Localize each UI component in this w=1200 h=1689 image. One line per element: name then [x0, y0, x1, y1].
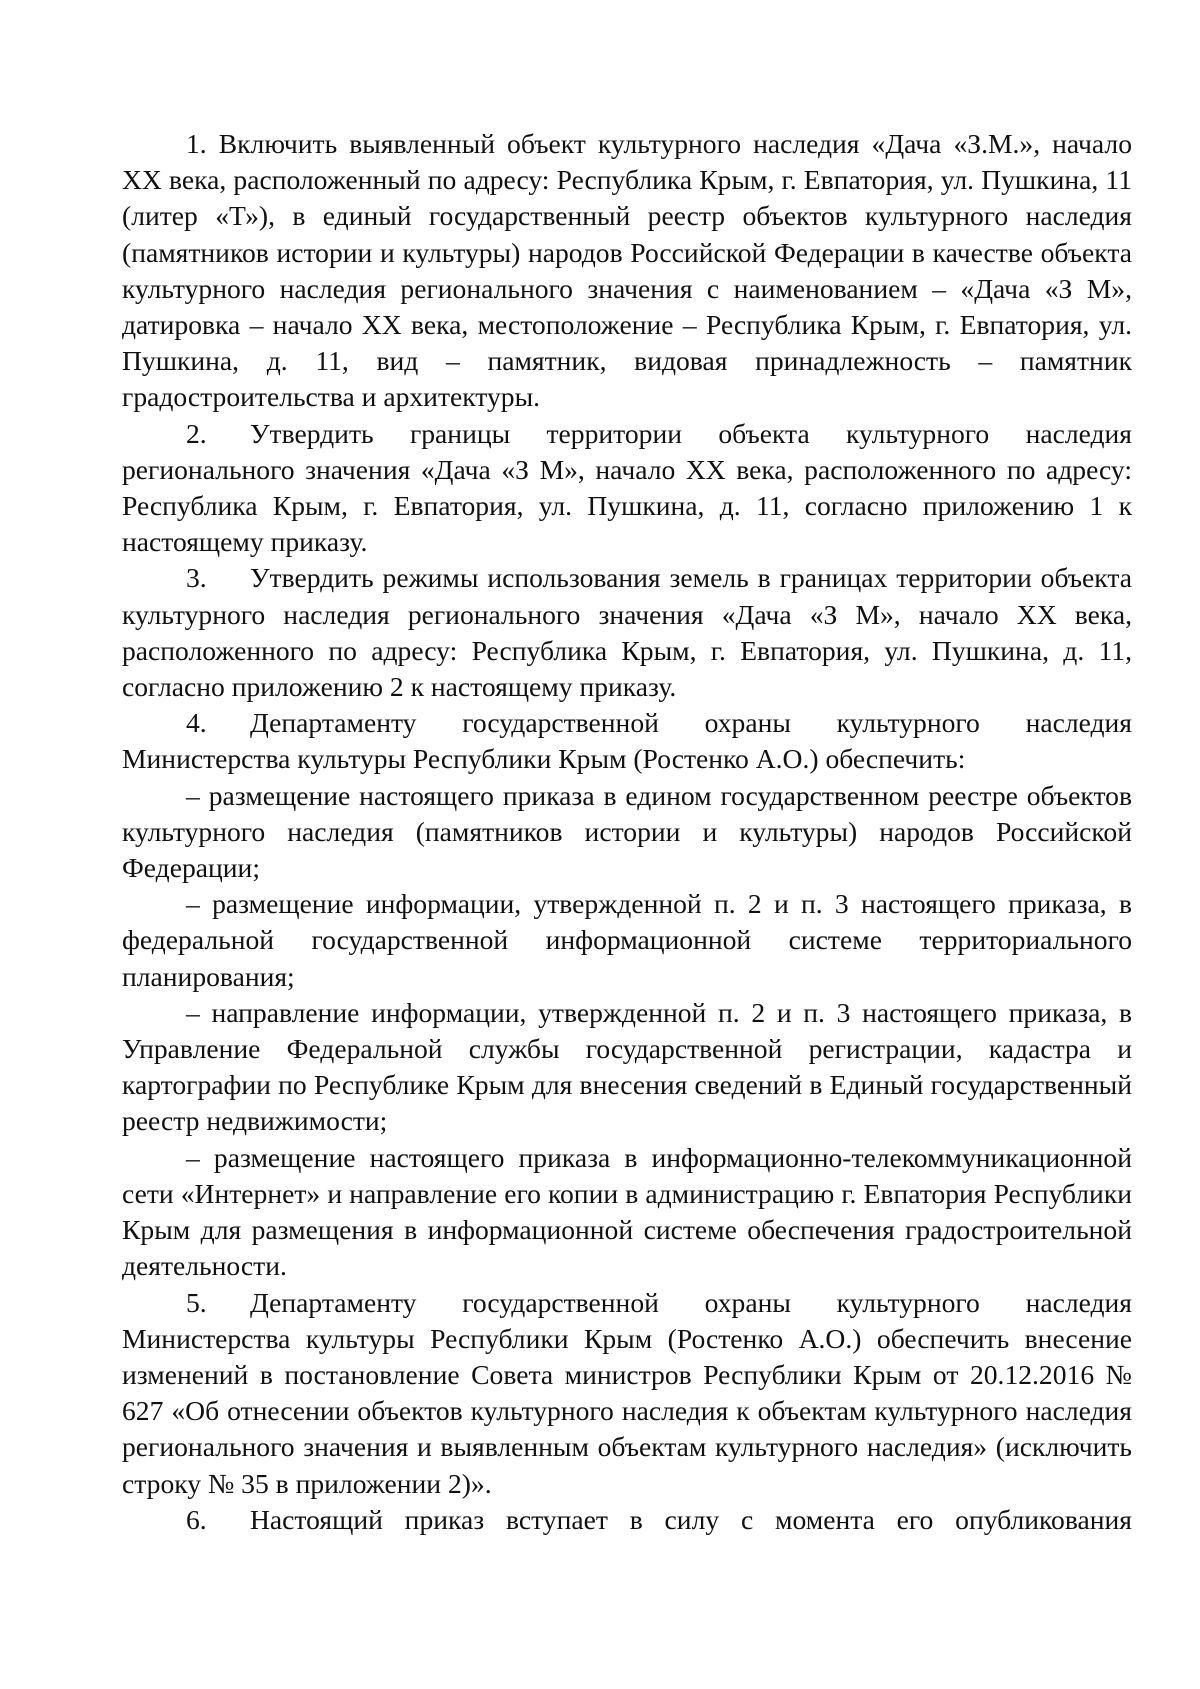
paragraph-1: [122, 126, 1132, 416]
list-item: – размещение настоящего приказа в информационно-телекоммуникационной сети «Интернет» и направление его копии в администрацию г. Евпатория Республики Крым для размещения в информационной системе обеспечения градостроительной деятельности.: [122, 1141, 1132, 1282]
paragraph-2-number: 2.: [186, 417, 207, 449]
paragraph-3-number: 3.: [186, 562, 207, 594]
list-item: – размещение настоящего приказа в едином государственном реестре объектов культурного наследия (памятников истории и культуры) народов Российской Федерации;: [122, 779, 1132, 884]
paragraph-3-text: Утвердить режимы использования земель в границах территории объекта культурного наследия регионального значения «Дача «З М», начало XX века, расположенного по адресу: Республика Крым, г. Евпатория, ул. Пушкина, д. 11, согласно приложению 2 к настоящему приказу.: [122, 562, 1132, 703]
paragraph-5: [122, 1285, 1132, 1502]
paragraph-4-text: Департаменту государственной охраны культурного наследия Министерства культуры Республики Крым (Ростенко А.О.) обеспечить:: [122, 707, 1132, 775]
paragraph-6-number: 6.: [186, 1503, 207, 1535]
paragraph-1-number: 1.: [186, 128, 207, 159]
paragraph-2-text: Утвердить границы территории объекта культурного наследия регионального значения «Дача «З М», начало XX века, расположенного по адресу: Республика Крым, г. Евпатория, ул. Пушкина, д. 11, согласно приложению 1 к настоящему приказу.: [122, 417, 1132, 558]
list-item: – направление информации, утвержденной п. 2 и п. 3 настоящего приказа, в Управление Федеральной службы государственной регистрации, кадастра и картографии по Республике Крым для внесения сведений в Единый государственный реестр недвижимости;: [122, 996, 1132, 1137]
paragraph-6-text: Настоящий приказ вступает в силу с момента его опубликования: [250, 1503, 1132, 1535]
list-item: – размещение информации, утвержденной п. 2 и п. 3 настоящего приказа, в федеральной государственной информационной системе территориального планирования;: [122, 888, 1132, 992]
paragraph-4-number: 4.: [186, 707, 207, 739]
paragraph-6: [122, 1502, 1132, 1538]
document-body: [122, 126, 1132, 1538]
paragraph-4: [122, 705, 1132, 777]
paragraph-3: [122, 560, 1132, 705]
paragraph-5-text: Департаменту государственной охраны культурного наследия Министерства культуры Республики Крым (Ростенко А.О.) обеспечить внесение изменений в постановление Совета министров Республики Крым от 20.12.2016 № 627 «Об отнесении объектов культурного наследия к объектам культурного наследия регионального значения и выявленным объектам культурного наследия» (исключить строку № 35 в приложении 2)».: [122, 1286, 1132, 1499]
paragraph-2: [122, 416, 1132, 561]
paragraph-1-text: Включить выявленный объект культурного наследия «Дача «З.М.», начало XX века, расположенный по адресу: Республика Крым, г. Евпатория, ул. Пушкина, 11 (литер «Т»), в единый государственный реестр объектов культурного наследия (памятников истории и культуры) народов Российской Федерации в качестве объекта культурного наследия регионального значения с наименованием – «Дача «З М», датировка – начало XX века, местоположение – Республика Крым, г. Евпатория, ул. Пушкина, д. 11, вид – памятник, видовая принадлежность – памятник градостроительства и архитектуры.: [122, 128, 1132, 413]
paragraph-5-number: 5.: [186, 1286, 207, 1318]
